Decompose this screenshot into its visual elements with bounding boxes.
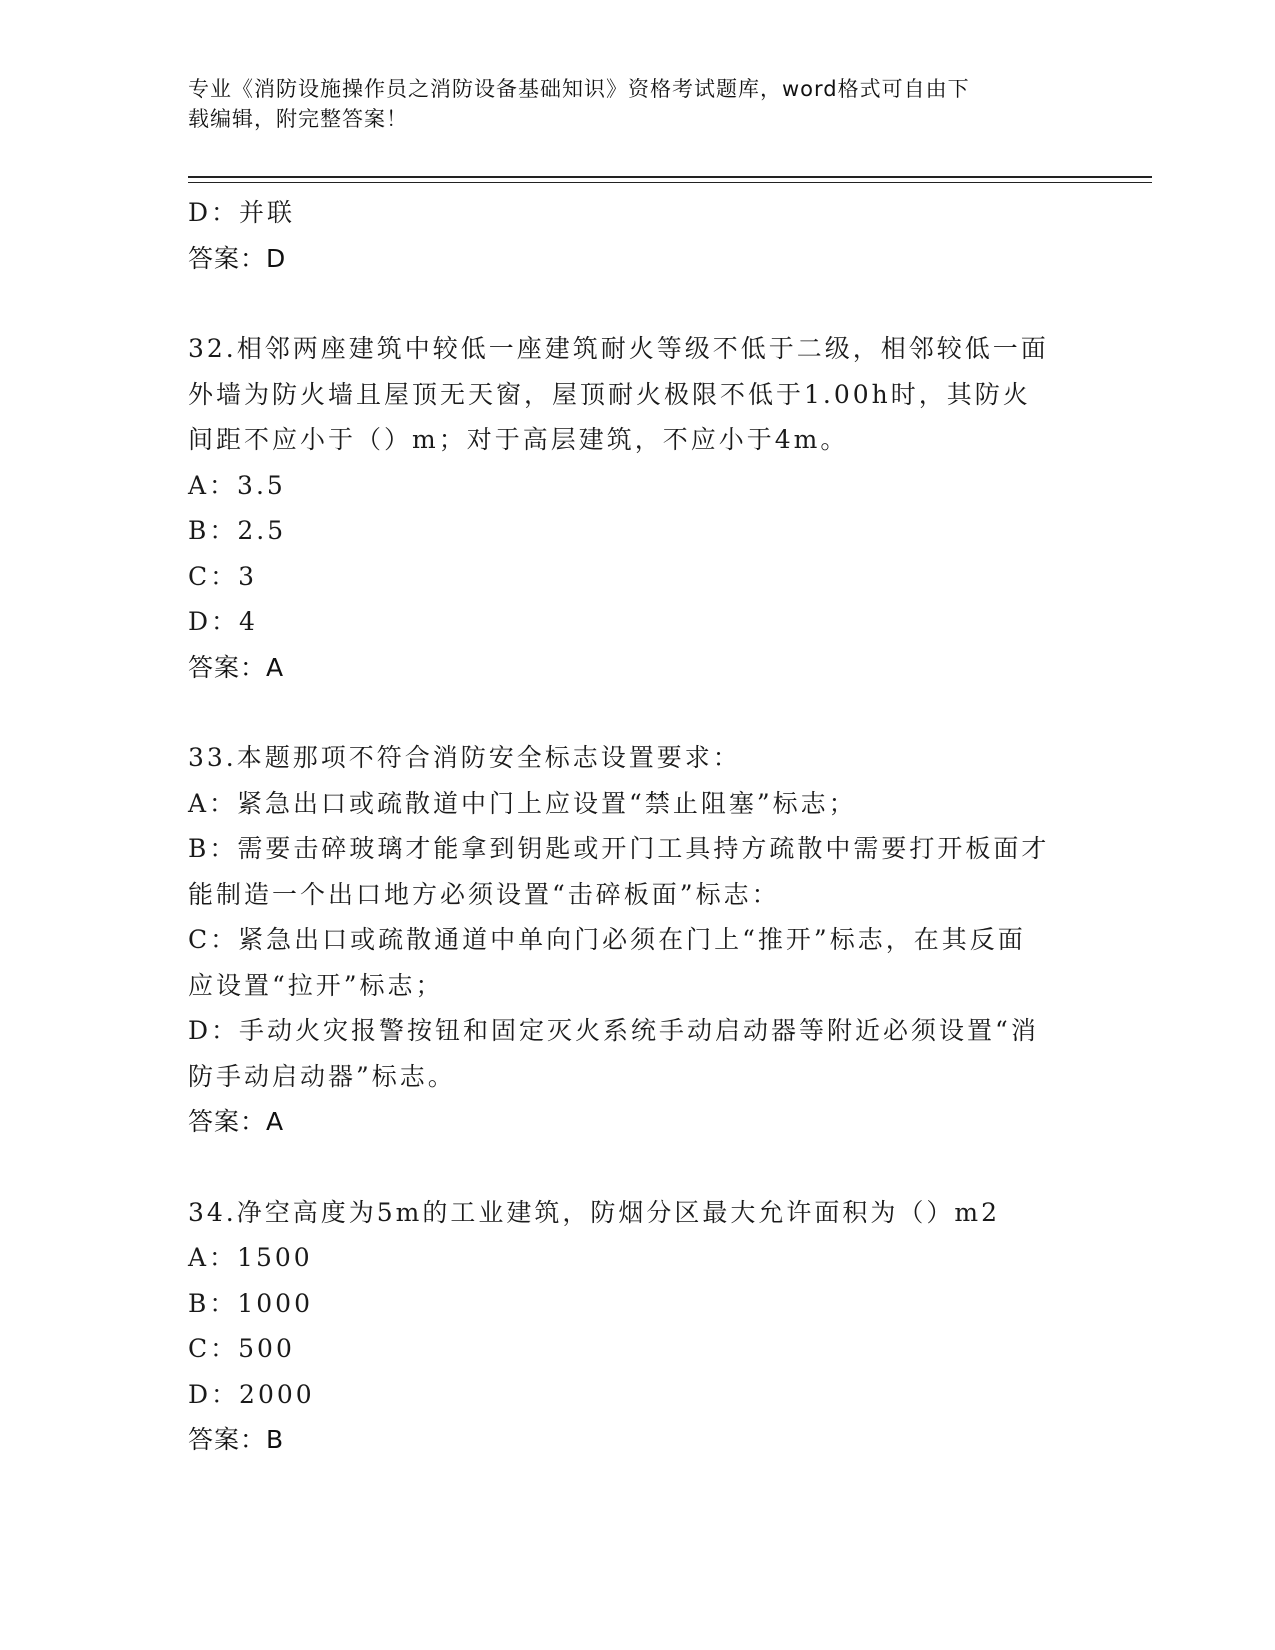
answer-line: 答案：A [188,1107,285,1136]
option-c: C：紧急出口或疏散通道中单向门必须在门上“推开”标志，在其反面 [188,925,1026,954]
answer-line: 答案：B [188,1425,285,1454]
question-stem-line: 32.相邻两座建筑中较低一座建筑耐火等级不低于二级，相邻较低一面 [188,334,1049,363]
question-stem-line: 34.净空高度为5m的工业建筑，防烟分区最大允许面积为（）m2 [188,1197,1000,1227]
header-line-1: 专业《消防设施操作员之消防设备基础知识》资格考试题库，word格式可自由下 [188,77,970,101]
header-line-2: 载编辑，附完整答案！ [188,107,408,131]
document-body [188,190,1088,1508]
question-32 [188,326,1088,690]
option-d: D：4 [188,607,258,636]
question-31-tail [188,190,1088,281]
option-d: D：2000 [188,1379,315,1409]
answer-line: 答案：A [188,652,285,682]
question-33 [188,735,1088,1145]
question-stem-line: 外墙为防火墙且屋顶无天窗，屋顶耐火极限不低于1.00h时，其防火 [188,379,1031,409]
header-divider-thin [188,182,1152,183]
option-d-continued: 防手动启动器”标志。 [188,1061,456,1091]
option-b: B：需要击碎玻璃才能拿到钥匙或开门工具持方疏散中需要打开板面才 [188,834,1050,863]
option-c-continued: 应设置“拉开”标志； [188,970,444,1000]
question-stem-line: 33.本题那项不符合消防安全标志设置要求： [188,743,741,772]
option-b: B：2.5 [188,516,287,545]
document-header [188,74,1068,134]
header-divider-thick [188,176,1152,178]
option-d: D：并联 [188,198,296,227]
option-d: D：手动火灾报警按钮和固定灭火系统手动启动器等附近必须设置“消 [188,1016,1039,1045]
option-c: C：3 [188,561,258,591]
option-a: A：1500 [188,1243,313,1272]
question-stem-line: 间距不应小于（）m；对于高层建筑，不应小于4m。 [188,425,849,454]
option-b-continued: 能制造一个出口地方必须设置“击碎板面”标志： [188,879,780,909]
option-c: C：500 [188,1334,295,1363]
answer-line: 答案：D [188,243,287,273]
question-34 [188,1190,1088,1463]
option-b: B：1000 [188,1288,313,1318]
option-a: A：3.5 [188,470,286,500]
option-a: A：紧急出口或疏散道中门上应设置“禁止阻塞”标志； [188,788,857,818]
